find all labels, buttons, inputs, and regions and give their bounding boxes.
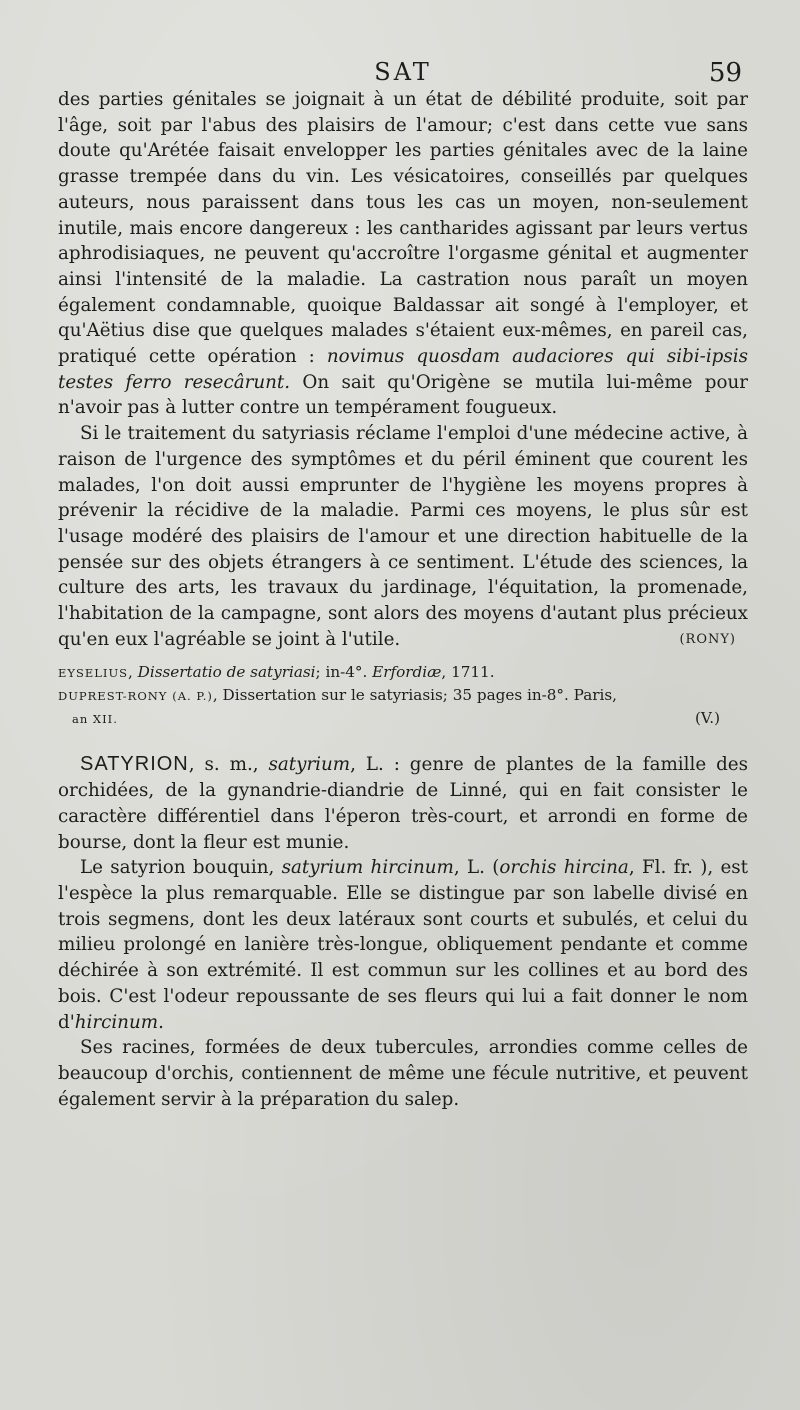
bibliography-item-continuation [58, 707, 748, 730]
bibliography-item: EYSELIUS, Dissertatio de satyriasi; in-4°. Erfordiæ, 1711. [58, 663, 495, 682]
synonym-latin-name: orchis hircina [499, 857, 629, 879]
page-number: 59 [708, 58, 742, 88]
paragraph-text: , Fl. fr. ), est l'espèce la plus remarquable. Elle se distingue par son labelle divisé en trois segmens, dont les deux latéraux sont courts et subulés, et celui du milieu prolongé en lanière très-longue, obliquement pendante et comme déchirée à son extrémité. Il est commun sur les collines et au bord des bois. C'est l'odeur repoussante de ses fleurs qui lui a fait donner le nom d' [58, 857, 749, 1033]
bib-format: in-4°. [325, 663, 368, 682]
bib-date: an XII. [72, 712, 118, 727]
entry-headword: SATYRION [80, 753, 189, 776]
bibliography [58, 661, 748, 730]
entry-grammar: , s. m., [188, 754, 269, 776]
paragraph-hygiene [58, 421, 748, 652]
author-credit: (RONY) [679, 632, 736, 648]
paragraph-text: , L. ( [453, 857, 500, 879]
bib-title: Dissertation sur le satyriasis; 35 pages in-8°. Paris, [222, 686, 617, 705]
bib-author: EYSELIUS [58, 666, 129, 681]
paragraph-text: Si le traitement du satyriasis réclame l'emploi d'une médecine active, à raison de l'urgence des symptômes et du péril éminent que courent les malades, l'on doit aussi emprunter de l'hygiène les moyens propres à prévenir la récidive de la maladie. Parmi ces moyens, le plus sûr est l'usage modéré des plaisirs de l'amour et une direction habituelle de la pensée sur des objets étrangers à ce sentiment. L'étude des sciences, la culture des arts, les travaux du jardinage, l'équitation, la promenade, l'habitation de la campagne, sont alors des moyens d'autant plus précieux qu'en eux l'agréable se joint à l'utile. [58, 423, 748, 650]
term-hircinum: hircinum [74, 1011, 159, 1033]
bib-year: 1711. [451, 663, 495, 682]
running-title: SAT [374, 58, 432, 86]
entry-definition [58, 752, 748, 855]
species-latin-name: satyrium hircinum [281, 857, 454, 879]
paragraph-text: Le satyrion bouquin, [80, 857, 275, 879]
paragraph-text: des parties génitales se joignait à un état de débilité produite, soit par l'âge, soit par l'abus des plaisirs de l'amour; c'est dans cette vue sans doute qu'Arétée faisait envelopper les parties génitales avec de la laine grasse trempée dans du vin. Les vésicatoires, conseillés par quelques auteurs, nous paraissent dans tous les cas un moyen, non-seulement inutile, mais encore dangereux : les cantharides agissant par leurs vertus aphrodisiaques, ne peuvent qu'accroître l'orgasme génital et augmenter ainsi l'intensité de la maladie. La castration nous paraît un moyen également condamnable, quoique Baldassar ait songé à l'employer, et qu'Aëtius dise que quelques malades s'étaient eux-mêmes, en pareil cas, pratiqué cette opération : [58, 89, 748, 368]
article-body [58, 87, 748, 652]
running-head [58, 0, 748, 88]
bib-initials: (A. P.) [172, 689, 213, 704]
dictionary-entry [58, 752, 748, 1112]
entry-roots-paragraph [58, 1035, 748, 1112]
entry-species-paragraph [58, 855, 748, 1035]
bib-title: Dissertatio de satyriasi [137, 663, 316, 682]
entry-latin-name: satyrium [268, 754, 351, 776]
bibliography-item: DUPREST-RONY (A. P.), Dissertation sur le satyriasis; 35 pages in-8°. Paris, [58, 686, 617, 705]
paragraph-text: Ses racines, formées de deux tubercules, arrondies comme celles de beaucoup d'orchis, contiennent de même une fécule nutritive, et peuvent également servir à la préparation du salep. [58, 1037, 748, 1110]
latin-quotation: novimus quosdam audaciores qui sibi-ipsis testes ferro resecârunt. [58, 346, 748, 393]
paragraph-text: On sait qu'Origène se mutila lui-même pour n'avoir pas à lutter contre un tempérament fougueux. [58, 371, 748, 419]
entry-definition-text: , L. : genre de plantes de la famille des orchidées, de la gynandrie-diandrie de Linné, qui en fait consister le caractère différentiel dans l'éperon très-court, et arrondi en forme de bourse, dont la fleur est munie. [58, 754, 748, 853]
bib-author: DUPREST-RONY [58, 689, 168, 704]
bib-place: Erfordiæ [372, 663, 442, 682]
paragraph-treatment [58, 87, 748, 421]
bib-credit: (V.) [695, 709, 720, 728]
paragraph-text: . [158, 1011, 164, 1033]
